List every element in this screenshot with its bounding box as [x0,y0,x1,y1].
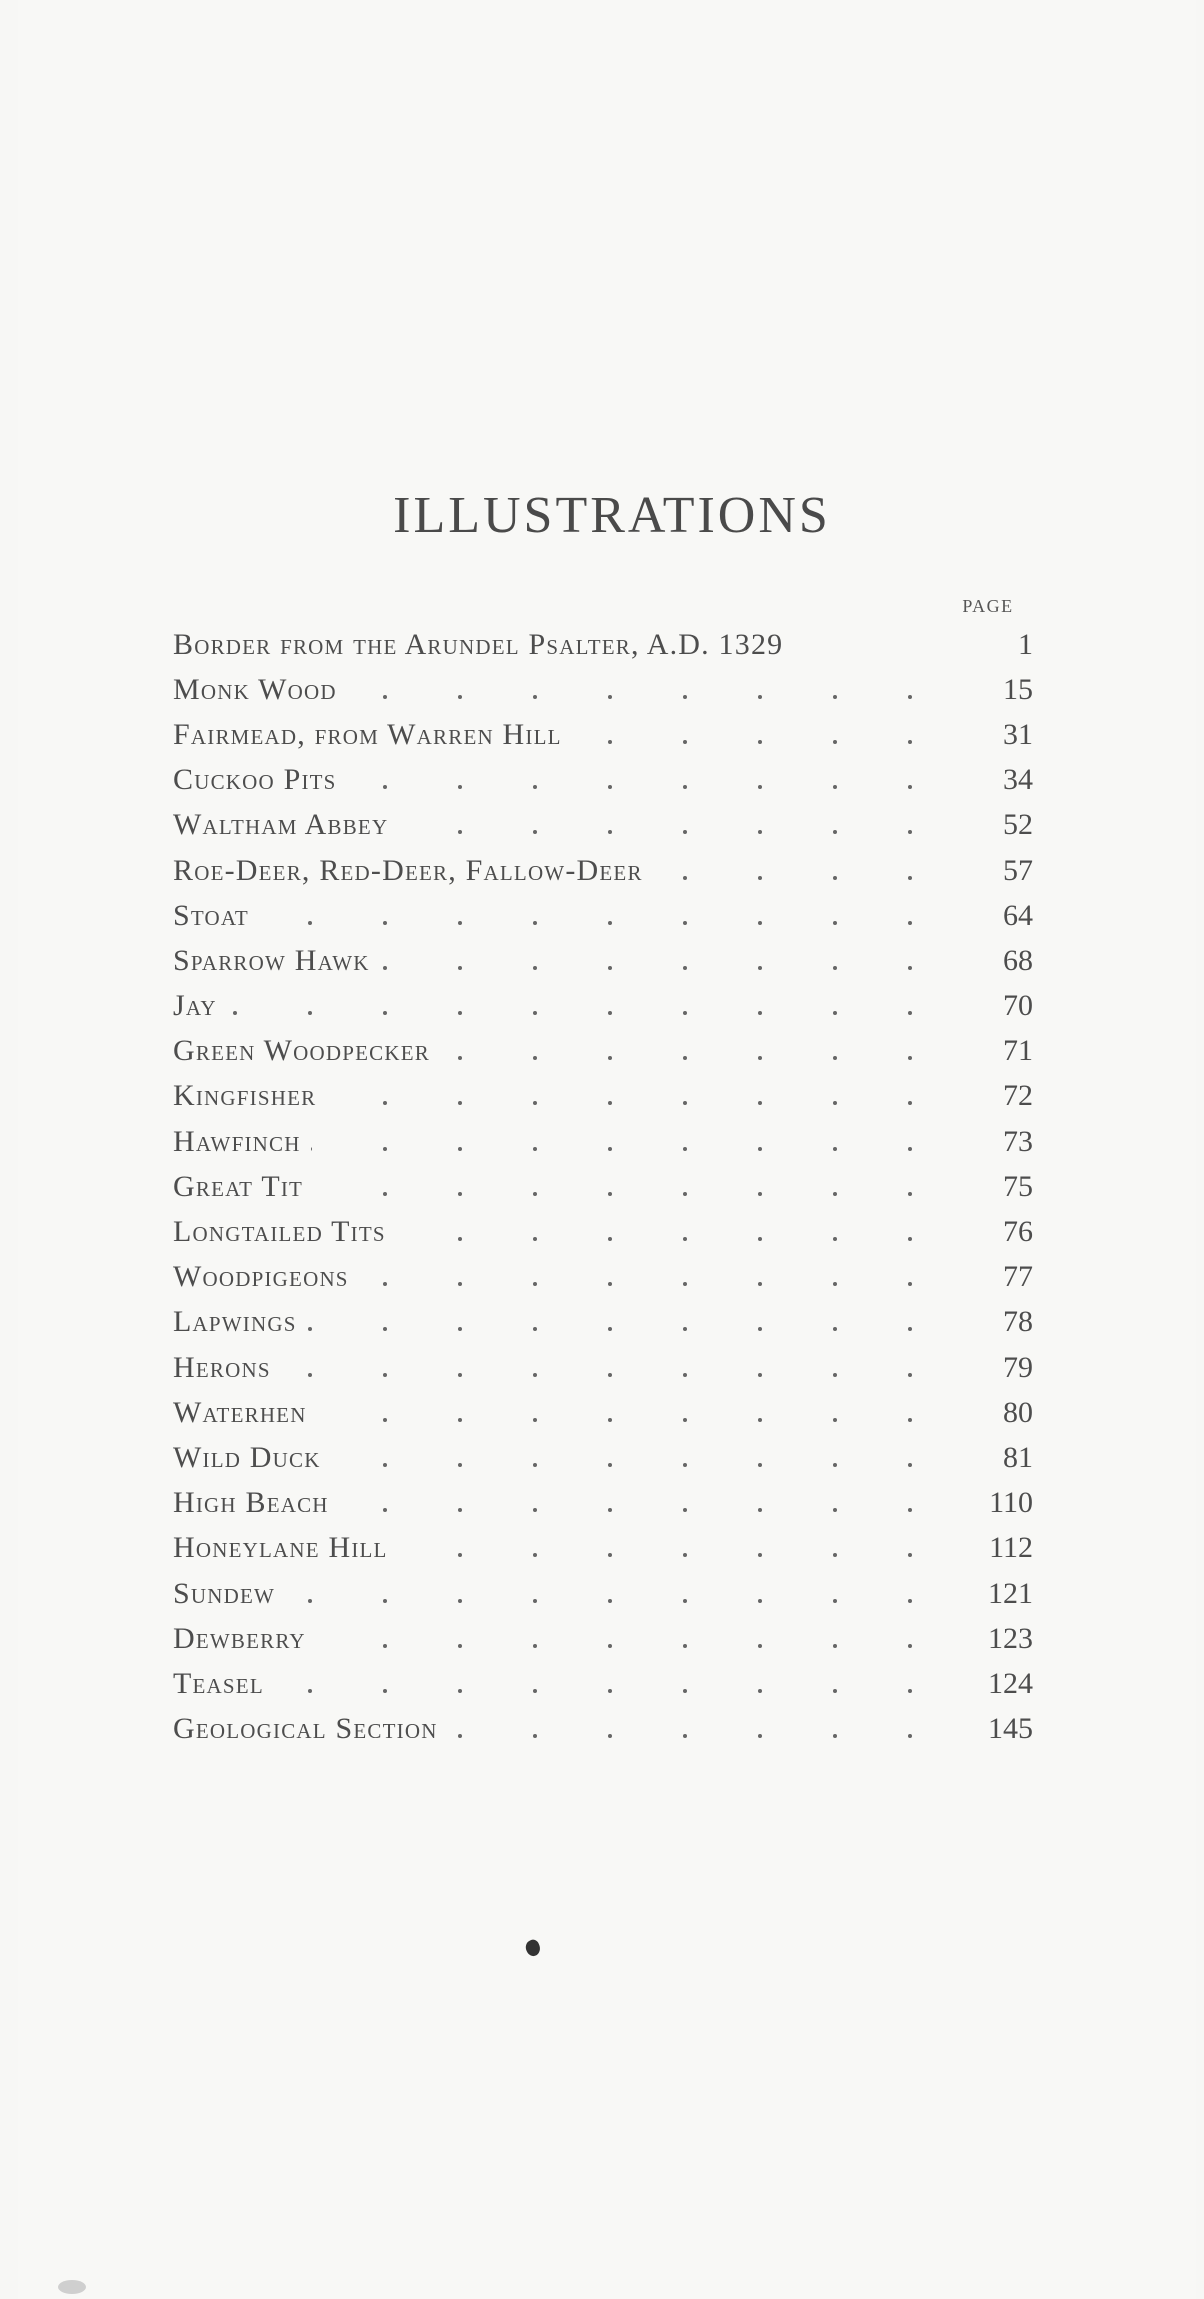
leader-dot [758,876,762,880]
leader-dot [608,1553,612,1557]
leader-dot [908,740,912,744]
dot-leader [173,893,1033,938]
leader-dot [458,1373,462,1377]
leader-dot [908,1553,912,1557]
leader-dot [908,1463,912,1467]
page-number: 73 [967,1125,1033,1159]
list-item [173,667,1033,712]
illustration-title: Wild Duck [173,1441,331,1475]
dot-leader [173,1345,1033,1390]
leader-dot [533,1101,537,1105]
list-item [173,1616,1033,1661]
leader-dot [683,785,687,789]
page-number: 1 [967,628,1033,662]
leader-dot [833,1237,837,1241]
leader-dot [683,695,687,699]
leader-dot [758,1237,762,1241]
illustration-title: Green Woodpecker [173,1034,440,1068]
leader-dot [908,1734,912,1738]
leader-dot [833,830,837,834]
leader-dot [908,1147,912,1151]
leader-dot [383,1418,387,1422]
leader-dot [758,740,762,744]
leader-dot [308,1373,312,1377]
illustration-title: Cuckoo Pits [173,763,347,797]
illustrations-list [173,622,1033,1752]
leader-dot [758,1463,762,1467]
leader-dot [383,1011,387,1015]
leader-dot [758,695,762,699]
leader-dot [383,1147,387,1151]
leader-dot [458,966,462,970]
leader-dot [908,1192,912,1196]
leader-dot [608,1101,612,1105]
leader-dot [383,1101,387,1105]
book-page [18,0,1196,2299]
leader-dot [683,1644,687,1648]
leader-dot [833,1011,837,1015]
page-number: 80 [967,1396,1033,1430]
illustration-title: Geological Section [173,1712,448,1746]
leader-dot [908,1599,912,1603]
leader-dot [458,1508,462,1512]
illustration-title: Border from the Arundel Psalter, A.D. 1329 [173,628,793,662]
illustration-title: Teasel [173,1667,274,1701]
leader-dot [458,921,462,925]
leader-dot [758,830,762,834]
leader-dot [533,1011,537,1015]
leader-dot [458,1599,462,1603]
leader-dot [758,1011,762,1015]
leader-dot [758,1508,762,1512]
page-number: 70 [967,989,1033,1023]
page-number: 81 [967,1441,1033,1475]
leader-dot [533,1237,537,1241]
leader-dot [908,1011,912,1015]
leader-dot [833,1056,837,1060]
leader-dot [683,1101,687,1105]
leader-dot [383,1282,387,1286]
leader-dot [758,1327,762,1331]
leader-dot [833,1734,837,1738]
leader-dot [533,785,537,789]
leader-dot [608,785,612,789]
leader-dot [908,1237,912,1241]
leader-dot [833,1508,837,1512]
leader-dot [908,1282,912,1286]
leader-dot [608,1237,612,1241]
leader-dot [608,1734,612,1738]
leader-dot [683,966,687,970]
leader-dot [608,1282,612,1286]
leader-dot [608,740,612,744]
leader-dot [833,876,837,880]
list-item [173,1707,1033,1752]
page-number: 31 [967,718,1033,752]
page-number: 75 [967,1170,1033,1204]
leader-dot [383,1599,387,1603]
leader-dot [908,1418,912,1422]
leader-dot [533,1734,537,1738]
illustration-title: Stoat [173,899,259,933]
leader-dot [608,1463,612,1467]
dot-leader [173,1661,1033,1706]
illustration-title: Woodpigeons [173,1260,359,1294]
leader-dot [833,785,837,789]
leader-dot [533,1689,537,1693]
list-item [173,1119,1033,1164]
illustration-title: Fairmead, from Warren Hill [173,718,572,752]
leader-dot [608,1599,612,1603]
illustration-title: Herons [173,1351,281,1385]
leader-dot [608,1373,612,1377]
leader-dot [683,1056,687,1060]
leader-dot [833,1553,837,1557]
page-number: 52 [967,808,1033,842]
illustration-title: Sparrow Hawk [173,944,380,978]
leader-dot [383,785,387,789]
leader-dot [758,921,762,925]
leader-dot [683,876,687,880]
illustration-title: Lapwings [173,1305,307,1339]
leader-dot [758,1599,762,1603]
leader-dot [908,1373,912,1377]
leader-dot [533,1508,537,1512]
illustration-title: Dewberry [173,1622,316,1656]
page-number: 15 [967,673,1033,707]
leader-dot [458,1237,462,1241]
leader-dot [683,1599,687,1603]
leader-dot [683,830,687,834]
leader-dot [758,966,762,970]
list-item [173,1164,1033,1209]
leader-dot [833,740,837,744]
list-item [173,1029,1033,1074]
leader-dot [383,1327,387,1331]
leader-dot [383,966,387,970]
leader-dot [383,921,387,925]
leader-dot [458,1644,462,1648]
page-number: 145 [967,1712,1033,1746]
leader-dot [608,1327,612,1331]
leader-dot [833,1599,837,1603]
leader-dot [533,921,537,925]
leader-dot [758,1644,762,1648]
leader-dot [758,1373,762,1377]
leader-dot [458,785,462,789]
leader-dot [683,1192,687,1196]
page-number: 34 [967,763,1033,797]
leader-dot [833,921,837,925]
leader-dot [533,1056,537,1060]
leader-dot [458,830,462,834]
list-item [173,758,1033,803]
illustration-title: Great Tit [173,1170,313,1204]
leader-dot [833,1463,837,1467]
leader-dot [458,1147,462,1151]
leader-dot [683,921,687,925]
ink-speck [523,1938,542,1958]
leader-dot [458,1463,462,1467]
list-item [173,938,1033,983]
list-item [173,1526,1033,1571]
dot-leader [173,984,1033,1029]
leader-dot [683,1553,687,1557]
leader-dot [608,1689,612,1693]
dot-leader [173,1571,1033,1616]
illustration-title: Hawfinch [173,1125,311,1159]
list-item [173,1255,1033,1300]
leader-dot [683,1689,687,1693]
leader-dot [908,966,912,970]
page-column-label: PAGE [962,596,1014,616]
leader-dot [683,1463,687,1467]
leader-dot [458,695,462,699]
leader-dot [533,1373,537,1377]
leader-dot [308,1327,312,1331]
leader-dot [758,1689,762,1693]
leader-dot [833,1418,837,1422]
leader-dot [758,785,762,789]
leader-dot [683,1734,687,1738]
list-item [173,622,1033,667]
leader-dot [608,1508,612,1512]
leader-dot [908,1101,912,1105]
illustration-title: Sundew [173,1577,285,1611]
leader-dot [533,1418,537,1422]
page-number: 121 [967,1577,1033,1611]
leader-dot [383,695,387,699]
illustration-title: Honeylane Hill [173,1531,398,1565]
leader-dot [308,1689,312,1693]
list-item [173,1390,1033,1435]
leader-dot [308,921,312,925]
leader-dot [608,1147,612,1151]
leader-dot [683,1237,687,1241]
leader-dot [308,1011,312,1015]
list-item [173,1435,1033,1480]
illustration-title: Jay [173,989,227,1023]
leader-dot [458,1689,462,1693]
leader-dot [833,1101,837,1105]
list-item [173,893,1033,938]
page-title: ILLUSTRATIONS [393,487,831,544]
leader-dot [458,1327,462,1331]
list-item [173,848,1033,893]
leader-dot [908,830,912,834]
page-number: 124 [967,1667,1033,1701]
leader-dot [758,1192,762,1196]
leader-dot [308,1599,312,1603]
leader-dot [533,1282,537,1286]
list-item [173,803,1033,848]
leader-dot [533,966,537,970]
leader-dot [458,1734,462,1738]
list-item [173,1661,1033,1706]
leader-dot [533,1553,537,1557]
leader-dot [908,1644,912,1648]
illustration-title: Monk Wood [173,673,347,707]
leader-dot [908,785,912,789]
leader-dot [758,1553,762,1557]
page-number: 112 [967,1531,1033,1565]
paper-stain [58,2280,86,2294]
leader-dot [908,876,912,880]
leader-dot [458,1553,462,1557]
leader-dot [608,1644,612,1648]
illustration-title: Longtailed Tits [173,1215,396,1249]
leader-dot [608,966,612,970]
page-number: 64 [967,899,1033,933]
leader-dot [458,1192,462,1196]
list-item [173,712,1033,757]
leader-dot [608,1418,612,1422]
leader-dot [833,695,837,699]
illustration-title: Roe-Deer, Red-Deer, Fallow-Deer [173,854,653,888]
illustration-title: Kingfisher [173,1079,326,1113]
leader-dot [833,1282,837,1286]
leader-dot [533,1599,537,1603]
leader-dot [908,921,912,925]
page-number: 76 [967,1215,1033,1249]
leader-dot [533,1644,537,1648]
leader-dot [608,921,612,925]
leader-dot [833,1327,837,1331]
leader-dot [758,1282,762,1286]
leader-dot [383,1508,387,1512]
leader-dot [533,1327,537,1331]
leader-dot [908,1056,912,1060]
leader-dot [383,1644,387,1648]
page-number: 110 [967,1486,1033,1520]
list-item [173,1074,1033,1119]
list-item [173,984,1033,1029]
leader-dot [833,966,837,970]
leader-dot [458,1282,462,1286]
page-number: 72 [967,1079,1033,1113]
leader-dot [458,1011,462,1015]
leader-dot [458,1101,462,1105]
leader-dot [683,1327,687,1331]
leader-dot [908,1689,912,1693]
leader-dot [458,1056,462,1060]
leader-dot [683,1282,687,1286]
leader-dot [683,1508,687,1512]
list-item [173,1571,1033,1616]
leader-dot [758,1101,762,1105]
page-number: 123 [967,1622,1033,1656]
leader-dot [908,695,912,699]
leader-dot [608,1056,612,1060]
leader-dot [383,1463,387,1467]
leader-dot [833,1689,837,1693]
leader-dot [833,1147,837,1151]
list-item [173,1345,1033,1390]
leader-dot [533,695,537,699]
leader-dot [683,1373,687,1377]
leader-dot [758,1418,762,1422]
leader-dot [833,1644,837,1648]
leader-dot [533,1147,537,1151]
leader-dot [683,1011,687,1015]
list-item [173,1300,1033,1345]
leader-dot [383,1192,387,1196]
leader-dot [233,1011,237,1015]
leader-dot [758,1147,762,1151]
leader-dot [533,830,537,834]
leader-dot [533,1463,537,1467]
leader-dot [683,1418,687,1422]
leader-dot [908,1327,912,1331]
leader-dot [683,740,687,744]
leader-dot [833,1192,837,1196]
leader-dot [608,1011,612,1015]
leader-dot [533,1192,537,1196]
list-item [173,1481,1033,1526]
leader-dot [683,1147,687,1151]
page-number: 78 [967,1305,1033,1339]
leader-dot [908,1508,912,1512]
page-number: 57 [967,854,1033,888]
leader-dot [608,830,612,834]
leader-dot [758,1734,762,1738]
page-number: 77 [967,1260,1033,1294]
leader-dot [758,1056,762,1060]
leader-dot [833,1373,837,1377]
page-number: 71 [967,1034,1033,1068]
leader-dot [383,1373,387,1377]
illustration-title: Waltham Abbey [173,808,398,842]
leader-dot [458,1418,462,1422]
leader-dot [608,1192,612,1196]
list-item [173,1209,1033,1254]
leader-dot [608,695,612,699]
leader-dot [383,1689,387,1693]
page-number: 68 [967,944,1033,978]
page-number: 79 [967,1351,1033,1385]
illustration-title: High Beach [173,1486,339,1520]
illustration-title: Waterhen [173,1396,317,1430]
